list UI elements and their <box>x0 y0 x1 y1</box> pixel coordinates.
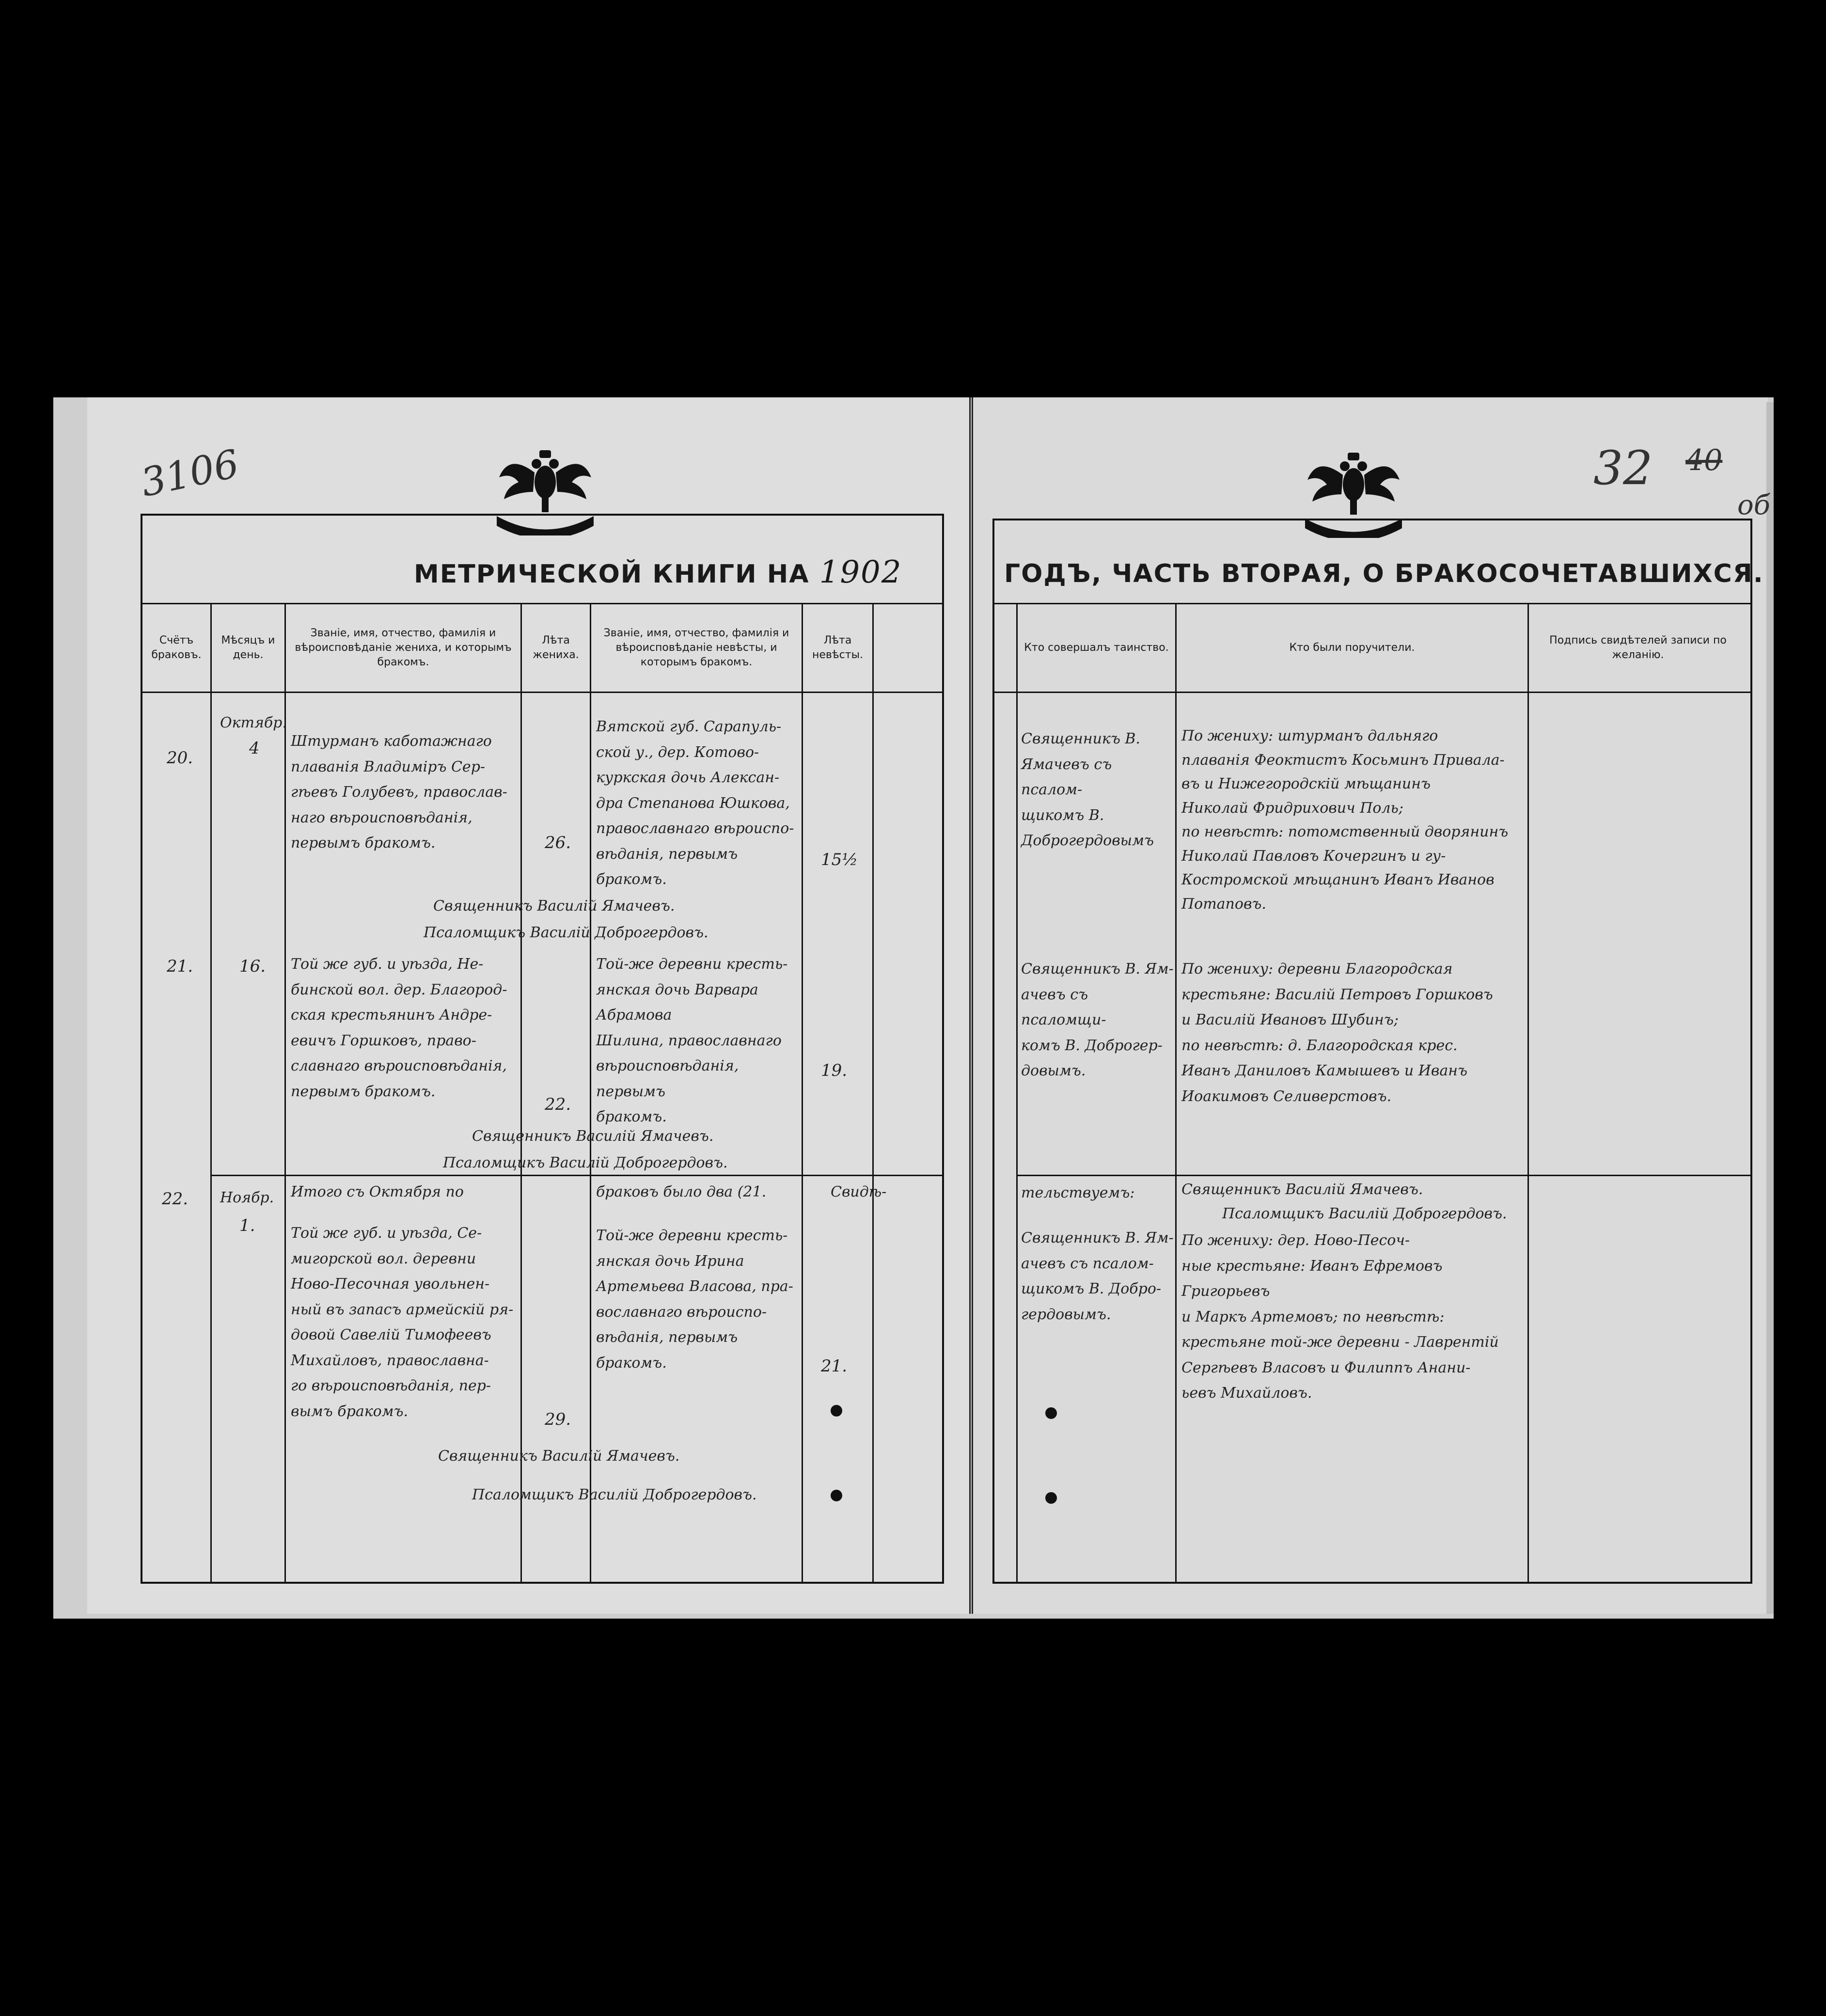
bride-age: 19. <box>821 1061 848 1080</box>
groom-age: 26. <box>545 833 571 852</box>
sponsor-line: по невѣстѣ: д. Благородская крес. <box>1181 1037 1458 1054</box>
sponsor-line: По жениху: штурманъ дальняго <box>1181 727 1438 744</box>
entry-number: 20. <box>167 748 193 768</box>
summary-middle: браковъ было два (21. <box>596 1183 767 1200</box>
col-bride-age: Лѣта невѣсты. <box>812 634 863 661</box>
col-sponsors: Кто были поручители. <box>1289 642 1415 654</box>
left-page <box>87 397 971 1614</box>
sponsors-text <box>1181 724 1526 916</box>
sponsor-line: по невѣстѣ: потомственный дворянинъ <box>1181 823 1509 840</box>
groom-text <box>291 1221 519 1424</box>
bride-text <box>596 952 800 1130</box>
groom-line: мигорской вол. деревни <box>291 1250 476 1267</box>
sponsors-text <box>1181 957 1526 1109</box>
summary-right: Свидѣ- <box>831 1183 887 1200</box>
sponsor-line: крестьяне: Василій Петровъ Горшковъ <box>1181 986 1493 1003</box>
entry-month: Октябр. <box>220 714 287 731</box>
signature-priest: Священникъ Василій Ямачевъ. <box>472 1128 714 1145</box>
sponsor-line: По жениху: дер. Ново-Песоч- <box>1181 1232 1410 1249</box>
left-header-row <box>142 604 942 693</box>
bride-line: Той-же деревни кресть- <box>596 1227 788 1244</box>
officiant-line: Доброгердовымъ <box>1021 832 1154 849</box>
right-page-table <box>992 519 1764 1584</box>
groom-line: Штурманъ каботажнаго <box>291 733 492 750</box>
groom-line: бинской вол. дер. Благород- <box>291 981 507 998</box>
binding-hole <box>1045 1407 1057 1419</box>
sponsor-line: и Маркъ Артемовъ; по невѣстѣ: <box>1181 1308 1445 1325</box>
bride-line: православнаго вѣроиспо- <box>596 820 794 837</box>
binding-hole <box>1045 1492 1057 1504</box>
officiant-line: довымъ. <box>1021 1062 1086 1079</box>
bride-line: Шилина, православнаго <box>596 1032 782 1049</box>
entry-number: 22. <box>162 1189 189 1209</box>
officiant-line: Священникъ В. <box>1021 730 1140 747</box>
left-folio-number: 3106 <box>137 441 243 506</box>
col-groom: Званіе, имя, отчество, фамилія и вѣроисповѣданіе жениха, и которымъ бракомъ. <box>295 627 512 668</box>
title-part1: МЕТРИЧЕСКОЙ КНИГИ НА <box>414 560 810 589</box>
bride-line: вѣроисповѣданія, первымъ <box>596 1057 739 1100</box>
sponsor-line: плаванія Феоктистъ Косьминъ Привала- <box>1181 751 1505 769</box>
col-witness-signatures: Подпись свидѣтелей записи по желанію. <box>1549 634 1727 661</box>
bride-age: 15½ <box>821 850 858 869</box>
bride-line: Той-же деревни кресть- <box>596 956 788 973</box>
groom-line: довой Савелій Тимофеевъ <box>291 1326 491 1343</box>
signature-priest: Священникъ Василій Ямачевъ. <box>438 1448 680 1465</box>
right-folio-number: 32 <box>1593 441 1653 495</box>
year-handwritten: 1902 <box>819 554 902 590</box>
summary-left: Итого съ Октября по <box>291 1183 464 1200</box>
sponsor-line: ные крестьяне: Иванъ Ефремовъ Григорьевъ <box>1181 1257 1443 1300</box>
page-stack-edge-right <box>1766 402 1774 1614</box>
right-page <box>972 397 1768 1614</box>
bride-line: вѣданія, первымъ <box>596 1329 738 1346</box>
groom-line: Той же губ. и уѣзда, Се- <box>291 1225 482 1242</box>
col-divider <box>284 604 286 1582</box>
groom-line: ская крестьянинъ Андре- <box>291 1007 492 1024</box>
groom-age: 29. <box>545 1410 571 1429</box>
summary-signature-reader: Псаломщикъ Василій Доброгердовъ. <box>1222 1205 1507 1222</box>
margin-fragment: об <box>1737 489 1770 521</box>
officiant-line: щикомъ В. Добро- <box>1021 1280 1162 1297</box>
sponsor-line: въ и Нижегородскій мѣщанинъ <box>1181 775 1431 792</box>
right-header-row <box>994 604 1750 693</box>
col-divider <box>872 604 874 1582</box>
officiant-line: Ямачевъ съ псалом- <box>1021 756 1112 798</box>
col-divider <box>1527 604 1529 1582</box>
entry-day: 4 <box>249 739 260 758</box>
signature-reader: Псаломщикъ Василій Доброгердовъ. <box>472 1486 757 1503</box>
summary-signature-priest: Священникъ Василій Ямачевъ. <box>1181 1181 1423 1198</box>
groom-text <box>291 952 519 1104</box>
sponsor-line: ьевъ Михайловъ. <box>1181 1385 1312 1402</box>
bride-line: Артемьева Власова, пра- <box>596 1278 793 1295</box>
bride-line: куркская дочь Алексан- <box>596 769 780 786</box>
officiant-line: ачевъ съ псалом- <box>1021 1255 1154 1272</box>
col-divider <box>1175 604 1177 1582</box>
bride-age: 21. <box>821 1356 848 1376</box>
col-month-day: Мѣсяцъ и день. <box>221 634 275 661</box>
col-divider <box>590 604 591 1582</box>
sponsor-line: Иванъ Даниловъ Камышевъ и Иванъ <box>1181 1062 1468 1079</box>
bride-line: ской у., дер. Котово- <box>596 743 759 761</box>
groom-line: Ново-Песочная увольнен- <box>291 1276 490 1292</box>
sponsors-text <box>1181 1228 1526 1406</box>
officiant-text <box>1021 1226 1174 1327</box>
signature-priest: Священникъ Василій Ямачевъ. <box>433 898 675 914</box>
bride-text <box>596 714 800 893</box>
officiant-line: комъ В. Доброгер- <box>1021 1037 1163 1054</box>
officiant-text <box>1021 726 1174 854</box>
title-part2: ГОДЪ, ЧАСТЬ ВТОРАЯ, О БРАКОСОЧЕТАВШИХСЯ. <box>1004 559 1764 588</box>
col-marriage-count: Счётъ браковъ. <box>151 634 202 661</box>
col-bride: Званіе, имя, отчество, фамилія и вѣроисповѣданіе невѣсты, и которымъ бракомъ. <box>603 627 789 668</box>
bride-line: янская дочь Ирина <box>596 1252 744 1270</box>
struck-folio-number: 40 <box>1685 443 1723 477</box>
bride-line: дра Степанова Юшкова, <box>596 794 790 812</box>
col-divider <box>1016 604 1018 1582</box>
groom-line: евичъ Горшковъ, право- <box>291 1032 476 1049</box>
binding-hole <box>831 1405 842 1417</box>
summary-right-continued: тельствуемъ: <box>1021 1184 1135 1201</box>
groom-line: Той же губ. и уѣзда, Не- <box>291 956 484 973</box>
binding-hole <box>831 1490 842 1501</box>
sponsor-line: Николай Павловъ Кочергинъ и гу- <box>1181 847 1446 865</box>
sponsor-line: Иоакимовъ Селиверстовъ. <box>1181 1087 1392 1105</box>
sponsor-line: Потаповъ. <box>1181 895 1266 913</box>
officiant-line: ачевъ съ псаломщи- <box>1021 986 1106 1028</box>
entry-month: Ноябр. <box>220 1189 274 1206</box>
col-groom-age: Лѣта жениха. <box>533 634 579 661</box>
signature-reader: Псаломщикъ Василій Доброгердовъ. <box>443 1154 728 1171</box>
bride-line: Вятской губ. Сарапуль- <box>596 718 782 735</box>
col-divider <box>210 604 212 1582</box>
sponsor-line: Сергѣевъ Власовъ и Филиппъ Анани- <box>1181 1359 1471 1376</box>
bride-text <box>596 1223 800 1376</box>
groom-line: плаванія Владиміръ Сер- <box>291 758 486 775</box>
groom-line: гѣевъ Голубевъ, православ- <box>291 784 507 801</box>
officiant-line: Священникъ В. Ям- <box>1021 961 1174 977</box>
entry-number: 21. <box>167 957 193 976</box>
bride-line: вѣданія, первымъ бракомъ. <box>596 845 738 888</box>
groom-line: вымъ бракомъ. <box>291 1402 409 1420</box>
groom-line: наго вѣроисповѣданія, <box>291 809 472 826</box>
groom-line: первымъ бракомъ. <box>291 1083 436 1100</box>
bride-line: бракомъ. <box>596 1354 667 1371</box>
sponsor-line: Николай Фридрихович Поль; <box>1181 799 1403 817</box>
groom-line: первымъ бракомъ. <box>291 835 436 851</box>
bride-line: вославнаго вѣроиспо- <box>596 1303 767 1321</box>
groom-text <box>291 729 519 856</box>
title-left-part <box>414 554 902 590</box>
officiant-text <box>1021 957 1174 1084</box>
entry-day: 1. <box>239 1216 255 1235</box>
sponsor-line: и Василій Ивановъ Шубинъ; <box>1181 1011 1399 1028</box>
col-divider <box>520 604 522 1582</box>
groom-age: 22. <box>545 1095 571 1114</box>
open-register-book <box>53 397 1774 1619</box>
col-divider <box>802 604 803 1582</box>
entry-day: 16. <box>239 957 266 976</box>
bride-line: бракомъ. <box>596 1108 667 1125</box>
sponsor-line: крестьяне той-же деревни - Лаврентій <box>1181 1334 1499 1351</box>
officiant-line: Священникъ В. Ям- <box>1021 1229 1174 1246</box>
officiant-line: щикомъ В. <box>1021 806 1104 824</box>
col-officiant: Кто совершалъ таинство. <box>1024 642 1169 654</box>
sponsor-line: Костромской мѣщанинъ Иванъ Иванов <box>1181 871 1495 888</box>
bride-line: янская дочь Варвара Абрамова <box>596 981 758 1024</box>
sponsor-line: По жениху: деревни Благородская <box>1181 961 1453 977</box>
section-rule <box>1016 1175 1750 1176</box>
groom-line: славнаго вѣроисповѣданія, <box>291 1057 507 1074</box>
groom-line: Михайловъ, православна- <box>291 1352 489 1369</box>
groom-line: ный въ запасъ армейскій ря- <box>291 1301 514 1318</box>
left-page-table <box>141 514 944 1584</box>
officiant-line: гердовымъ. <box>1021 1306 1111 1323</box>
groom-line: го вѣроисповѣданія, пер- <box>291 1377 491 1394</box>
signature-reader: Псаломщикъ Василій Доброгердовъ. <box>424 924 708 941</box>
